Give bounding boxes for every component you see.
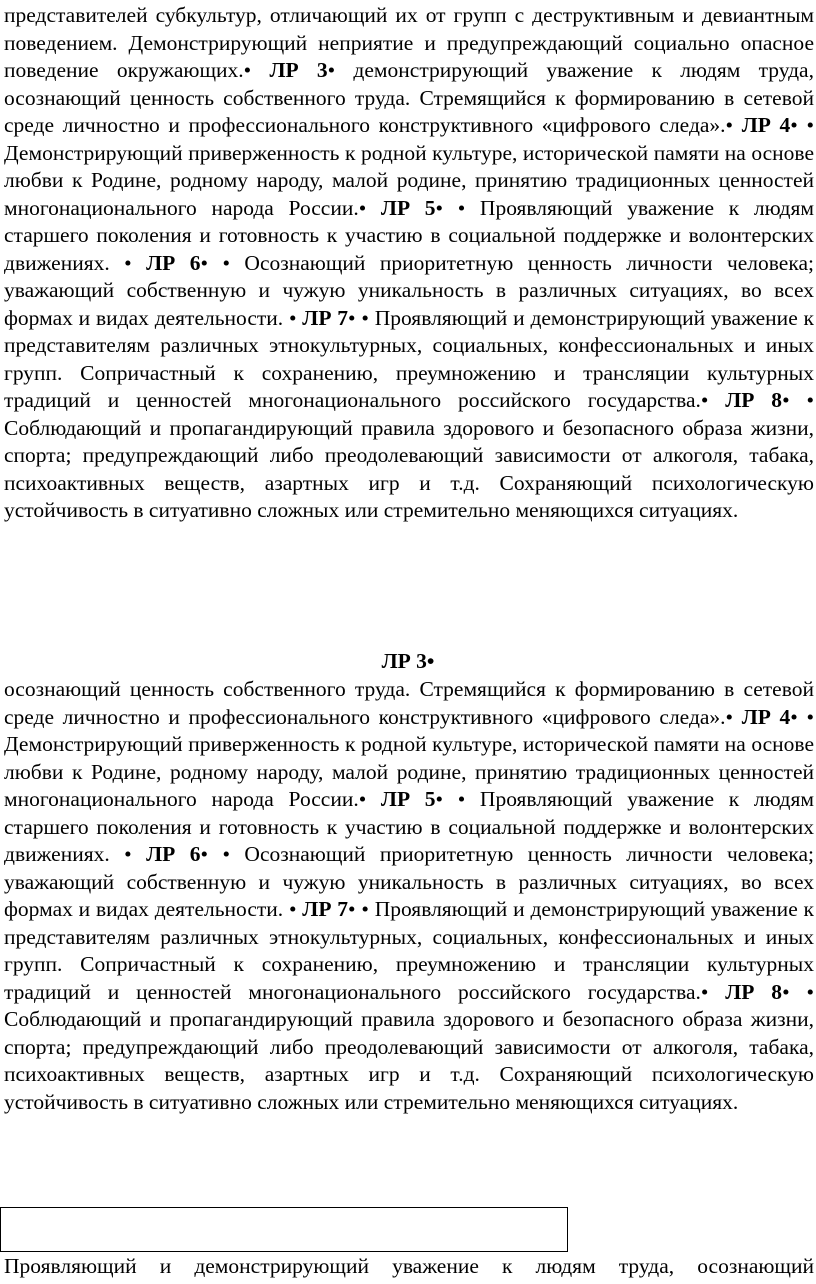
empty-table-cell — [0, 1207, 568, 1252]
section-heading: ЛР 3• — [381, 649, 435, 673]
paragraph-2: осознающий ценность собственного труда. Стремящийся к формированию в сетевой среде личностно и профессионального конструктивного «цифрового следа».• ЛР 4• • Демонстрирующий приверженность к родной культуре, исторической памяти на основе любви к Родине, родному народу, малой родине, принятию традиционных ценностей многонационального народа России.• ЛР 5• • Проявляющий уважение к людям старшего поколения и готовность к участию в социальной поддержке и волонтерских движениях. • ЛР 6• • Осознающий приоритетную ценность личности человека; уважающий собственную и чужую уникальность в различных ситуациях, во всех формах и видах деятельности. • ЛР 7• • Проявляющий и демонстрирующий уважение к представителям различных этнокультурных, социальных, конфессиональных и иных групп. Сопричастный к сохранению, преумножению и трансляции культурных традиций и ценностей многонационального российского государства.• ЛР 8• • Соблюдающий и пропагандирующий правила здорового и безопасного образа жизни, спорта; предупреждающий либо преодолевающий зависимости от алкоголя, табака, психоактивных веществ, азартных игр и т.д. Сохраняющий психологическую устойчивость в ситуативно сложных или стремительно меняющихся ситуациях. — [4, 677, 815, 1114]
paragraph-3-first-line: Проявляющий и демонстрирующий уважение к людям труда, осознающий — [4, 1254, 814, 1278]
paragraph-1: представителей субкультур, отличающий их от групп с деструктивным и девиантным поведением. Демонстрирующий неприятие и предупреждающий социально опасное поведение окружающих.• ЛР 3• демонстрирующий уважение к людям труда, осознающий ценность собственного труда. Стремящийся к формированию в сетевой среде личностно и профессионального конструктивного «цифрового следа».• ЛР 4• • Демонстрирующий приверженность к родной культуре, исторической памяти на основе любви к Родине, родному народу, малой родине, принятию традиционных ценностей многонационального народа России.• ЛР 5• • Проявляющий уважение к людям старшего поколения и готовность к участию в социальной поддержке и волонтерских движениях. • ЛР 6• • Осознающий приоритетную ценность личности человека; уважающий собственную и чужую уникальность в различных ситуациях, во всех формах и видах деятельности. • ЛР 7• • Проявляющий и демонстрирующий уважение к представителям различных этнокультурных, социальных, конфессиональных и иных групп. Сопричастный к сохранению, преумножению и трансляции культурных традиций и ценностей многонационального российского государства.• ЛР 8• • Соблюдающий и пропагандирующий правила здорового и безопасного образа жизни, спорта; предупреждающий либо преодолевающий зависимости от алкоголя, табака, психоактивных веществ, азартных игр и т.д. Сохраняющий психологическую устойчивость в ситуативно сложных или стремительно меняющихся ситуациях. — [4, 3, 815, 522]
